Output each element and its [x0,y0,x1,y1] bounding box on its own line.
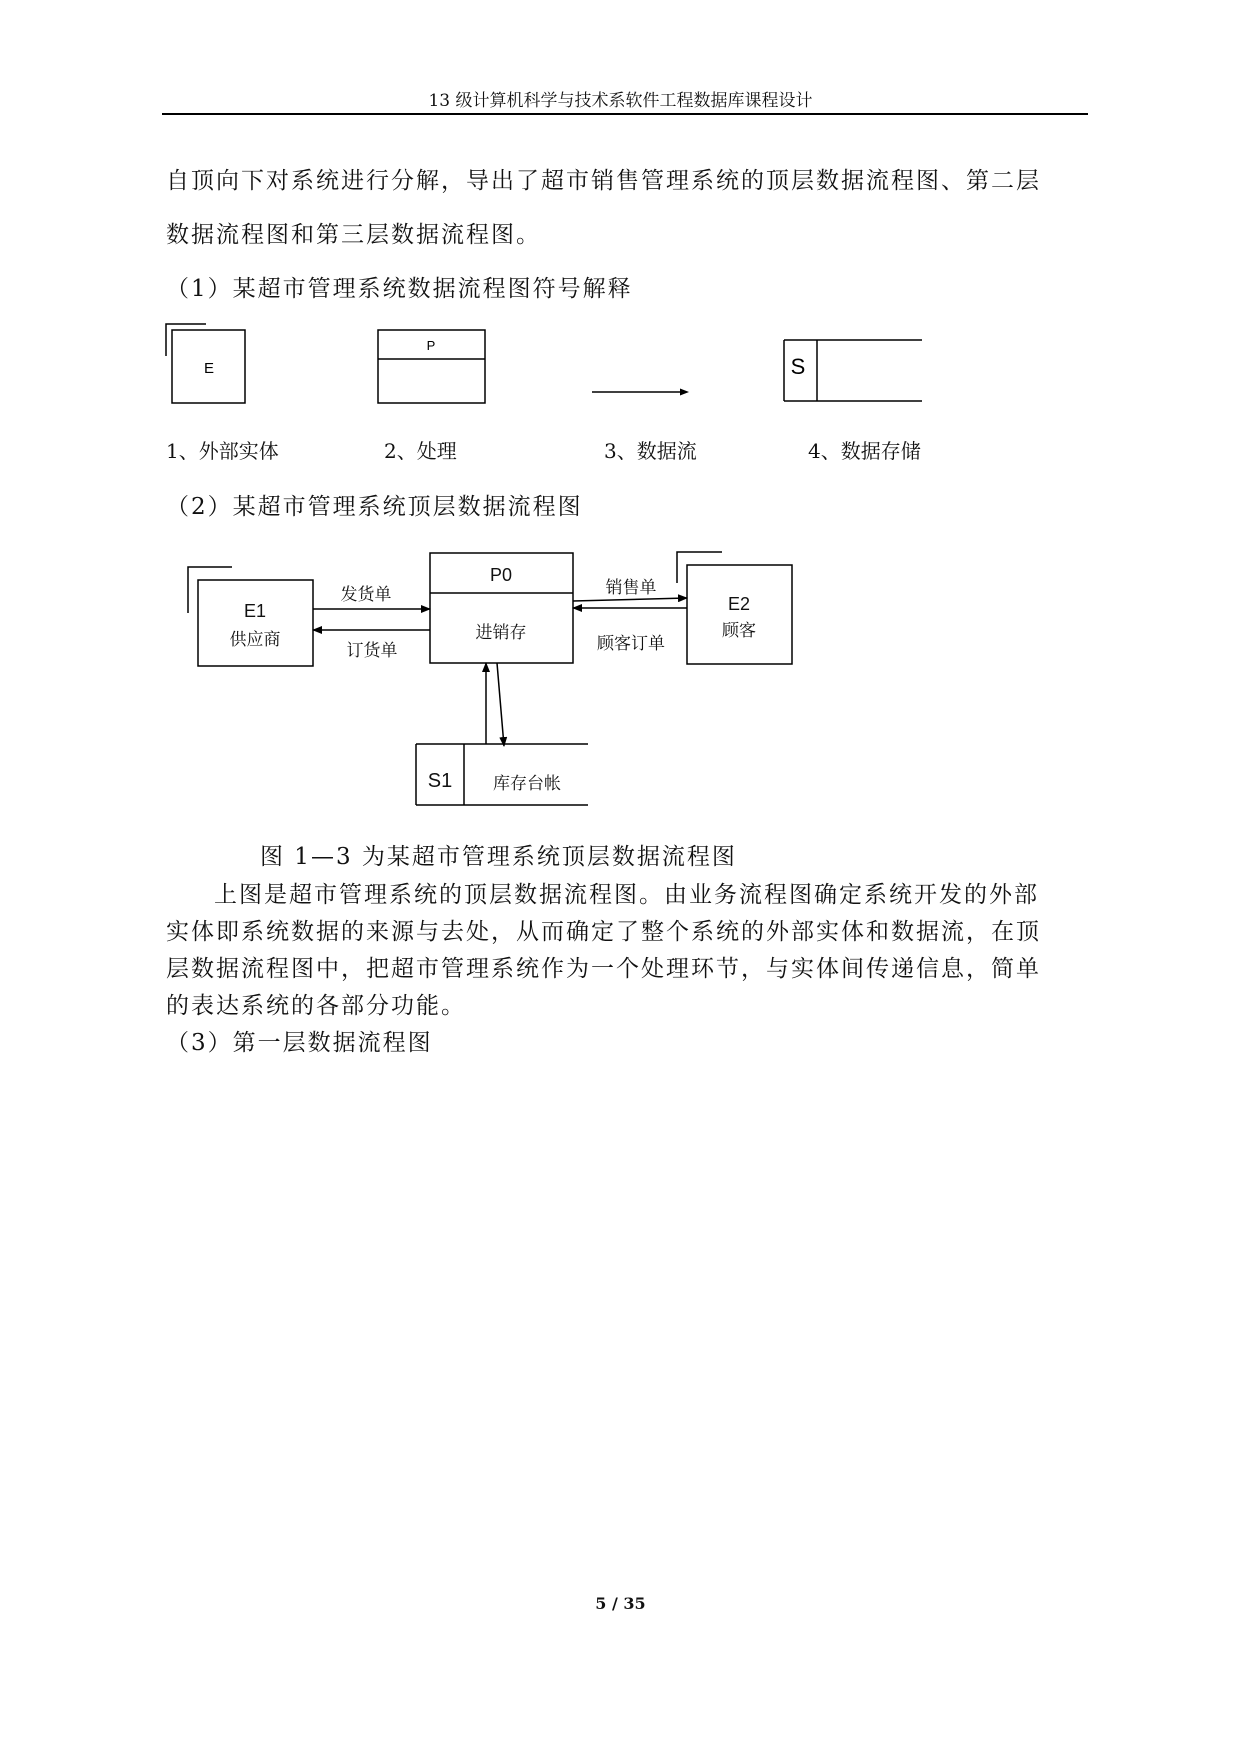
process-symbol-letter: P [426,338,436,353]
flow-sales-arrow [573,598,687,601]
page-header: 13 级计算机科学与技术系软件工程数据库课程设计 [428,91,813,111]
e2-name: 顾客 [722,621,756,641]
p0-name: 进销存 [475,623,527,643]
intro-line-2: 数据流程图和第三层数据流程图。 [166,222,541,248]
figure-caption: 图 1—3 为某超市管理系统顶层数据流程图 [260,844,737,870]
flow-store-down-arrow [497,663,504,746]
flow-purchase-label: 订货单 [346,641,398,661]
section-heading-1: （1）某超市管理系统数据流程图符号解释 [166,276,633,302]
s1-id: S1 [427,770,453,792]
s1-name: 库存台帐 [493,774,561,794]
legend-item-dataflow: 3、数据流 [604,439,697,463]
flow-customer-order-label: 顾客订单 [597,634,665,654]
body-line-3: 层数据流程图中，把超市管理系统作为一个处理环节，与实体间传递信息，简单 [166,956,1041,982]
legend-item-process: 2、处理 [384,439,457,463]
e1-name: 供应商 [229,630,281,650]
flow-sales-label: 销售单 [605,578,657,598]
e2-shadow [677,552,722,583]
entity-symbol-letter: E [203,360,215,377]
e1-id: E1 [243,601,267,621]
e1-box [198,580,313,666]
section-heading-3: （3）第一层数据流程图 [166,1030,433,1056]
body-line-2: 实体即系统数据的来源与去处，从而确定了整个系统的外部实体和数据流，在顶 [166,919,1041,945]
body-line-1: 上图是超市管理系统的顶层数据流程图。由业务流程图确定系统开发的外部 [214,882,1039,908]
e2-box [687,565,792,664]
page-number: 5 / 35 [595,1594,646,1613]
legend-item-entity: 1、外部实体 [166,439,279,463]
e2-id: E2 [727,594,751,614]
section-heading-2: （2）某超市管理系统顶层数据流程图 [166,494,583,520]
datastore-symbol-letter: S [790,354,806,379]
intro-line-1: 自顶向下对系统进行分解，导出了超市销售管理系统的顶层数据流程图、第二层 [166,168,1041,194]
body-line-4: 的表达系统的各部分功能。 [166,993,466,1019]
e1-shadow [188,567,232,613]
flow-delivery-label: 发货单 [340,585,392,605]
legend-item-datastore: 4、数据存储 [808,439,921,463]
p0-id: P0 [489,565,513,585]
